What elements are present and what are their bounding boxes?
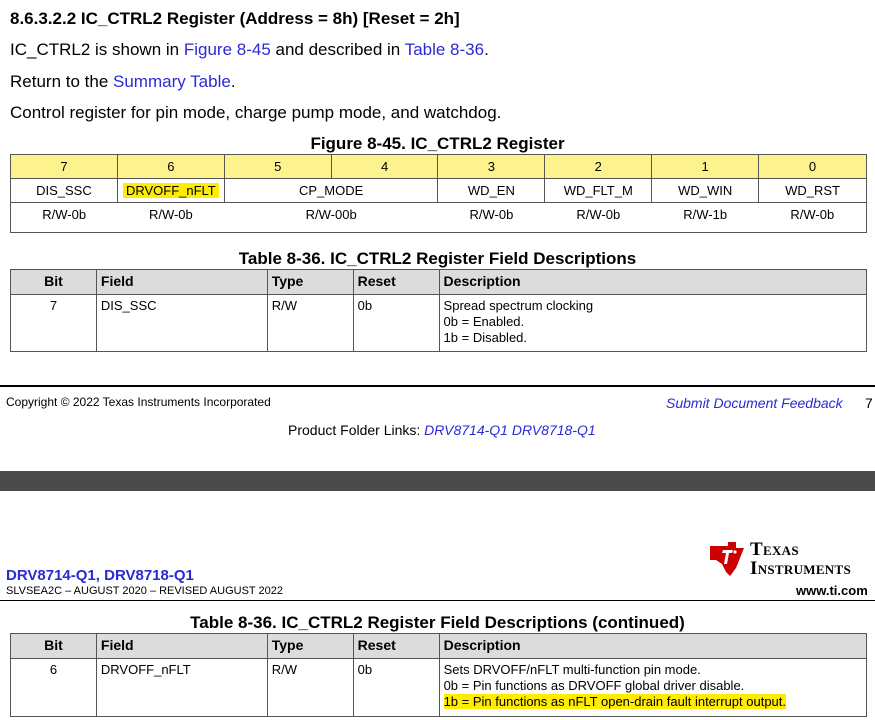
bit-cell: 5	[224, 155, 331, 179]
column-header: Description	[439, 634, 866, 659]
product-folder-links	[288, 422, 596, 438]
product-folder-label: Product Folder Links:	[288, 422, 425, 438]
document-revision: SLVSEA2C – AUGUST 2020 – REVISED AUGUST 2022	[6, 585, 283, 597]
reset-value: 0b	[353, 659, 439, 717]
field-cell: DIS_SSC	[11, 179, 118, 203]
description-line: 0b = Pin functions as DRVOFF global driver disable.	[443, 678, 745, 693]
bit-cell: 2	[545, 155, 652, 179]
column-header: Reset	[353, 634, 439, 659]
bit-cell: 6	[117, 155, 224, 179]
access-cell: R/W-0b	[117, 203, 224, 233]
ti-wordmark-line2: Instruments	[750, 558, 851, 579]
figure-title: Figure 8-45. IC_CTRL2 Register	[310, 134, 565, 153]
description-line: Spread spectrum clocking	[443, 298, 594, 313]
table-8-36-link[interactable]: Table 8-36	[404, 40, 485, 59]
access-cell: R/W-0b	[759, 203, 867, 233]
access-cell: R/W-00b	[224, 203, 438, 233]
column-header: Reset	[353, 270, 439, 295]
field-cell: CP_MODE	[224, 179, 438, 203]
field-cell: WD_WIN	[652, 179, 759, 203]
ti-website-link[interactable]: www.ti.com	[796, 583, 868, 598]
drv8718-link[interactable]: DRV8718-Q1	[511, 422, 596, 438]
ti-map-icon	[706, 538, 748, 580]
access-cell: R/W-0b	[11, 203, 118, 233]
type-value: R/W	[267, 659, 353, 717]
page-separator	[0, 471, 875, 491]
column-header: Type	[267, 634, 353, 659]
description-cell	[439, 295, 866, 352]
table-row	[11, 659, 867, 717]
bit-cell: 4	[331, 155, 438, 179]
description-cell	[439, 659, 866, 717]
access-cell: R/W-1b	[652, 203, 759, 233]
figure-8-45-link[interactable]: Figure 8-45	[183, 40, 271, 59]
footer-rule	[0, 385, 875, 387]
table-header-row	[11, 634, 867, 659]
highlighted-field: DRVOFF_nFLT	[123, 183, 219, 198]
page-number: 7	[865, 395, 873, 411]
field-description-table	[10, 269, 867, 352]
table-continued-title: Table 8-36. IC_CTRL2 Register Field Descriptions (continued)	[190, 613, 685, 632]
submit-feedback-link[interactable]: Submit Document Feedback	[666, 395, 843, 411]
return-text: Return to the	[10, 72, 114, 91]
field-cell: WD_RST	[759, 179, 867, 203]
ti-wordmark	[750, 540, 851, 578]
column-header: Type	[267, 270, 353, 295]
bit-number-row	[11, 155, 867, 179]
bit-value: 7	[11, 295, 97, 352]
copyright-text: Copyright © 2022 Texas Instruments Incorporated	[6, 395, 271, 409]
column-header: Field	[96, 270, 267, 295]
field-cell: WD_FLT_M	[545, 179, 652, 203]
field-value: DRVOFF_nFLT	[96, 659, 267, 717]
description-line: Sets DRVOFF/nFLT multi-function pin mode.	[443, 662, 701, 677]
bit-cell: 3	[438, 155, 545, 179]
access-row	[11, 203, 867, 233]
header-rule	[0, 600, 875, 601]
table-header-row	[11, 270, 867, 295]
bit-value: 6	[11, 659, 97, 717]
column-header: Field	[96, 634, 267, 659]
table-title: Table 8-36. IC_CTRL2 Register Field Descriptions	[238, 249, 637, 268]
ti-wordmark-line1: Texas	[750, 539, 799, 560]
drv8714-link[interactable]: DRV8714-Q1	[424, 422, 508, 438]
highlighted-description-line: 1b = Pin functions as nFLT open-drain fault interrupt output.	[443, 694, 787, 709]
access-cell: R/W-0b	[545, 203, 652, 233]
field-name-row	[11, 179, 867, 203]
ti-logo	[706, 538, 874, 580]
return-paragraph	[10, 72, 236, 92]
table-row	[11, 295, 867, 352]
field-cell	[117, 179, 224, 203]
field-description-table-continued	[10, 633, 867, 717]
summary-table-link[interactable]: Summary Table	[113, 72, 231, 91]
column-header: Bit	[11, 270, 97, 295]
intro-text: IC_CTRL2 is shown in	[10, 40, 184, 59]
access-cell: R/W-0b	[438, 203, 545, 233]
column-header: Description	[439, 270, 866, 295]
section-title: 8.6.3.2.2 IC_CTRL2 Register (Address = 8h) [Reset = 2h]	[10, 9, 460, 28]
field-cell: WD_EN	[438, 179, 545, 203]
field-value: DIS_SSC	[96, 295, 267, 352]
bit-cell: 1	[652, 155, 759, 179]
bit-cell: 7	[11, 155, 118, 179]
device-part-numbers: DRV8714-Q1, DRV8718-Q1	[6, 567, 194, 584]
description-line: 1b = Disabled.	[443, 330, 528, 345]
intro-paragraph	[10, 40, 489, 60]
register-map-table	[10, 154, 867, 233]
intro-text-end: .	[484, 40, 489, 59]
register-description: Control register for pin mode, charge pump mode, and watchdog.	[10, 103, 502, 122]
bit-cell: 0	[759, 155, 867, 179]
return-text-end: .	[230, 72, 236, 91]
type-value: R/W	[267, 295, 353, 352]
column-header: Bit	[11, 634, 97, 659]
reset-value: 0b	[353, 295, 439, 352]
intro-text-mid: and described in	[270, 40, 405, 59]
description-line: 0b = Enabled.	[443, 314, 525, 329]
